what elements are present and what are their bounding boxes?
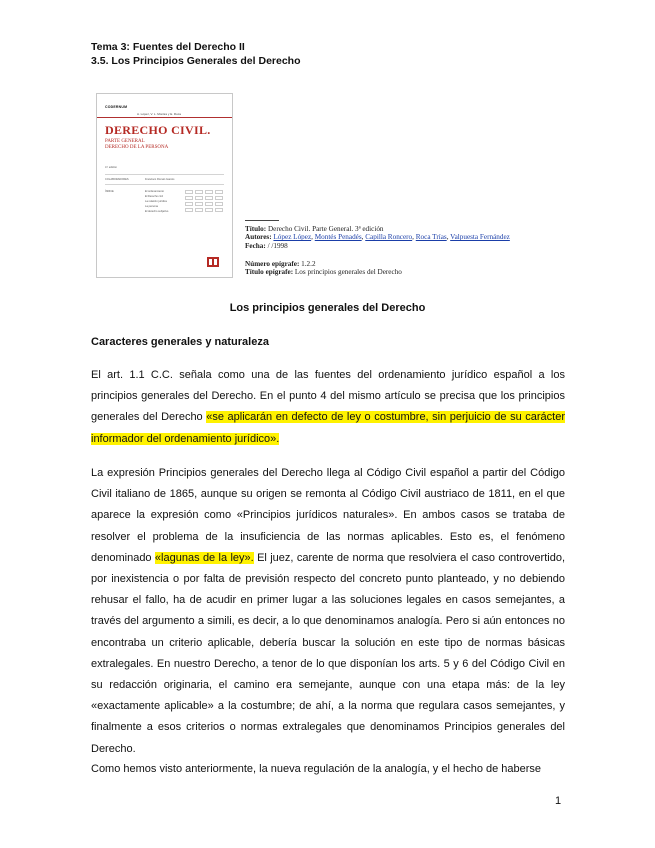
paragraph-text: El juez, carente de norma que resolviera el caso controvertido, por inexistencia o por falta de previsión respecto del concreto punto planteado, y no debiendo rehusar el fallo, ha de acudir en primer lugar a las soluciones legales en casos semejantes, a través del argumento a simili, es decir, a lo que denominamos analogía. Pero si aún entonces no encontraba un criterio aplicable, debería buscar la solución en este tipo de normas básicas extralegales. En nuestro Derecho, a tenor de lo que disponían los arts. 5 y 6 del Código Civil en su redacción originaria, el camino era semejante, aunque con una etapa más: de la ley «exactamente aplicable» a la costumbre; de ahí, a la norma que regulara casos semejantes, y finalmente a esos criterios o normas extralegales que denominamos Principios generales del Derecho.: [91, 551, 565, 755]
cover-grid-cell: [195, 196, 203, 200]
cover-edition: 3.ª edición: [105, 166, 118, 169]
cover-divider-1: [105, 174, 224, 175]
subsection-heading: Caracteres generales y naturaleza: [91, 336, 269, 348]
metadata-date-label: Fecha:: [245, 241, 266, 250]
cover-divider-2: [105, 184, 224, 185]
cover-grid-cell: [205, 190, 213, 194]
metadata-title-row: [245, 225, 510, 234]
author-link[interactable]: Capilla Roncero: [365, 233, 413, 242]
paragraph-text: La expresión Principios generales del Derecho llega al Código Civil español a partir del Código Civil italiano de 1865, aunque su origen se remonta al Código Civil austriaco de 1811, en el que aparece la expresión como «Principios jurídicos naturales». En ambos casos se trataba de resolver el problema de la insuficiencia de las normas aplicables. Esto es, el fenómeno denominado: [91, 467, 565, 564]
metadata-epigraph-title-row: [245, 268, 510, 277]
cover-index-item: El Derecho civil: [145, 195, 163, 198]
cover-grid-cell: [185, 196, 193, 200]
cover-grid-cell: [185, 190, 193, 194]
cover-grid-cell: [195, 190, 203, 194]
metadata-epigraph-number-value: 1.2.2: [299, 259, 316, 268]
cover-authors: A. López, V. L. Montés y E. Roca: [137, 112, 181, 116]
cover-grid-cell: [215, 202, 223, 206]
metadata-epigraph-number-label: Número epígrafe:: [245, 259, 300, 268]
cover-grid-cell: [215, 196, 223, 200]
paragraph-text: El art. 1.1 C.C. señala como una de las fuentes del ordenamiento jurídico español a los principios generales del Derecho. En el punto 4 del mismo artículo se precisa que los principios generales del Derecho: [91, 369, 565, 424]
cover-grid-cell: [205, 208, 213, 212]
cover-publisher: CODERNUM: [105, 105, 128, 109]
author-link[interactable]: Montés Penadés: [314, 233, 362, 242]
metadata-epigraph-title-label: Título epígrafe:: [245, 268, 294, 277]
cover-grid-cell: [195, 208, 203, 212]
metadata-authors-row: Autores: López López, Montés Penadés, Capilla Roncero, Roca Trías, Valpuesta Fernández: [245, 233, 510, 242]
header-topic: Tema 3: Fuentes del Derecho II: [91, 41, 245, 53]
cover-grid-cell: [185, 208, 193, 212]
metadata-title-value: Derecho Civil. Parte General. 3ª edición: [266, 224, 384, 233]
cover-index-item: El ordenamiento: [145, 190, 164, 193]
metadata-rule: [245, 220, 279, 221]
metadata-epigraph-title-value: Los principios generales del Derecho: [293, 268, 402, 277]
cover-colab-label: COLABORADORES: [105, 178, 129, 181]
metadata-date-row: [245, 242, 510, 251]
cover-grid-cell: [205, 202, 213, 206]
metadata-title-label: Título:: [245, 224, 267, 233]
page-number: 1: [555, 795, 562, 807]
cover-band: [97, 117, 232, 118]
author-link[interactable]: Valpuesta Fernández: [450, 233, 510, 242]
cover-index-item: La persona: [145, 205, 158, 208]
cover-subtitle-1: PARTE GENERAL: [105, 139, 145, 144]
section-title: Los principios generales del Derecho: [229, 302, 426, 314]
highlighted-text: «se aplicarán en defecto de ley o costumbre, sin perjuicio de su carácter informador del ordenamiento jurídico».: [91, 411, 565, 445]
cover-title: DERECHO CIVIL.: [105, 123, 211, 137]
cover-subtitle-2: DERECHO DE LA PERSONA: [105, 145, 169, 150]
document-header: [91, 40, 301, 68]
header-subtopic: 3.5. Los Principios Generales del Derecho: [91, 55, 301, 67]
publisher-logo-icon: [206, 255, 220, 269]
paragraph-3: Como hemos visto anteriormente, la nueva regulación de la analogía, y el hecho de haberse: [91, 763, 542, 775]
cover-grid-cell: [215, 208, 223, 212]
metadata-authors-label: Autores:: [245, 233, 272, 242]
highlighted-text: «lagunas de la ley».: [154, 551, 254, 564]
book-cover-image: [96, 93, 233, 278]
cover-grid-cell: [205, 196, 213, 200]
metadata-date-value: / /1998: [265, 241, 288, 250]
cover-index-item: La relación jurídica: [145, 200, 167, 203]
cover-grid-cell: [195, 202, 203, 206]
paragraph-2: [91, 463, 565, 760]
author-link[interactable]: Roca Trías: [415, 233, 447, 242]
author-link[interactable]: López López: [273, 233, 312, 242]
cover-grid-cell: [215, 190, 223, 194]
cover-grid-cell: [185, 202, 193, 206]
paragraph-1: [91, 365, 565, 450]
cover-index-label: ÍNDICE: [105, 190, 114, 193]
cover-colab-value: Francisco Román Garcés: [145, 178, 175, 181]
metadata-epigraph-number-row: [245, 260, 510, 269]
bibliographic-metadata: [245, 220, 510, 277]
cover-index-item: El derecho subjetivo: [145, 210, 169, 213]
